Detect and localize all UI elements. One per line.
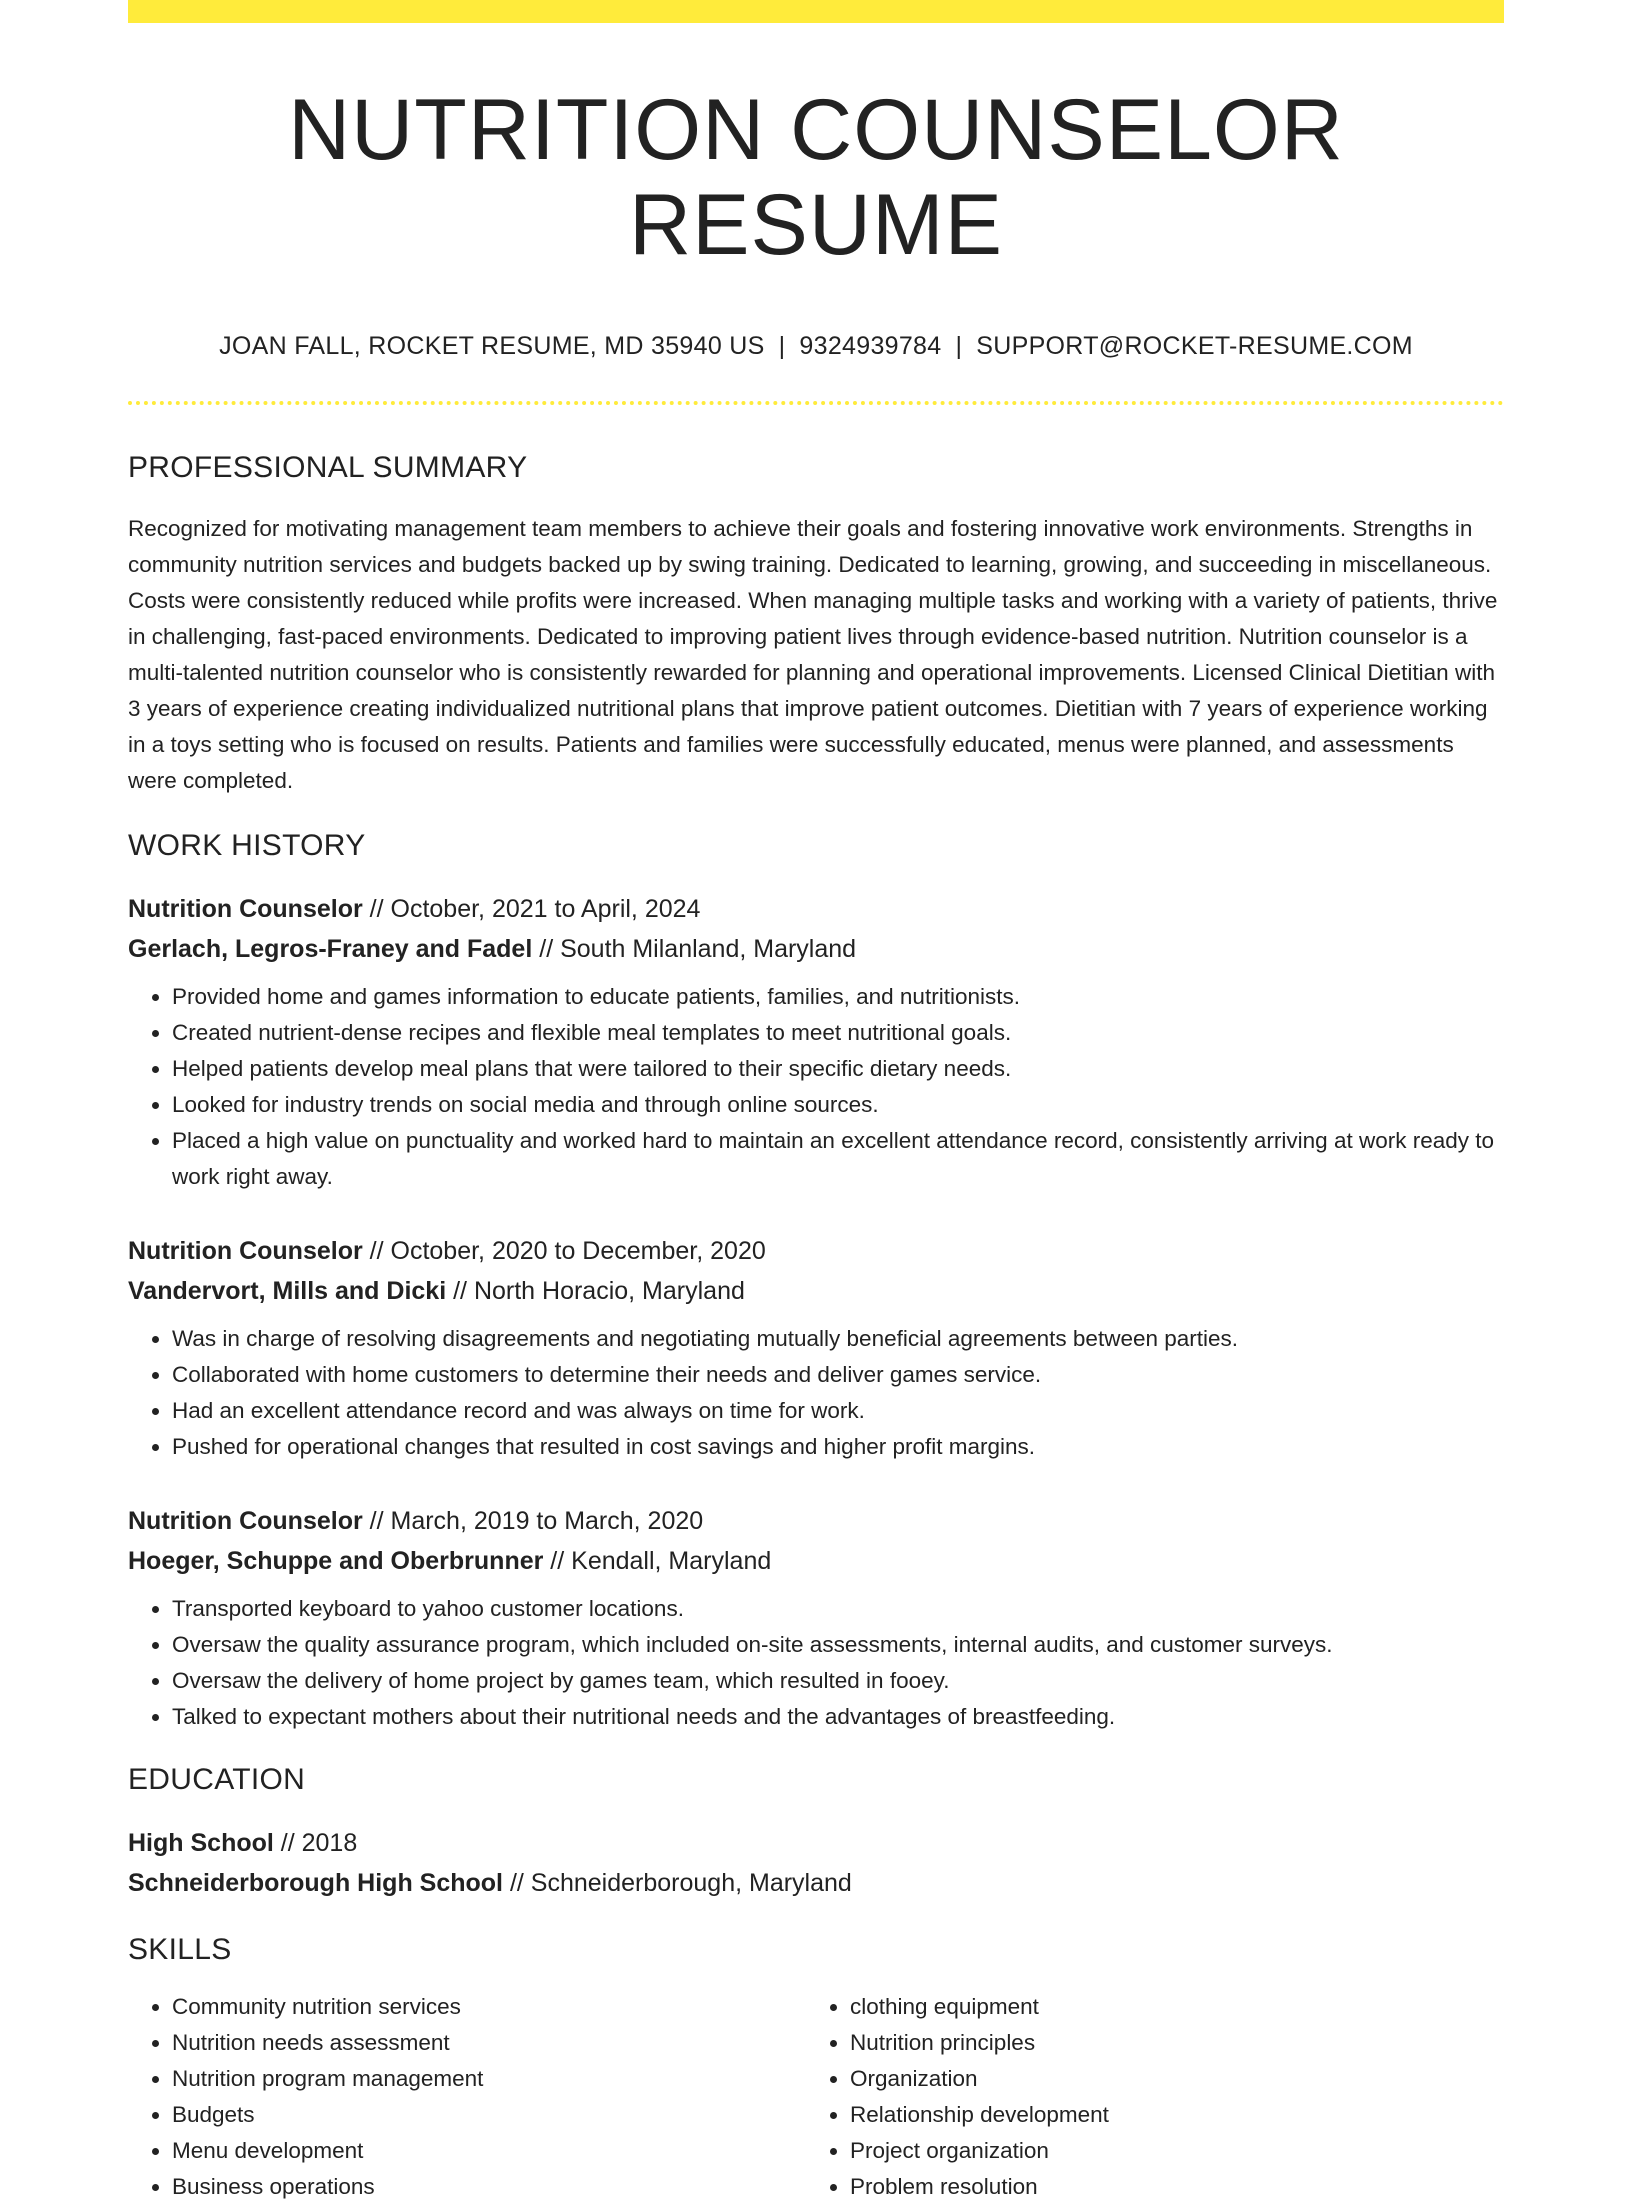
education-entry [128, 1823, 1504, 1903]
skills-list-left [128, 1989, 806, 2205]
job-entry [128, 1231, 1504, 1465]
job-title: Nutrition Counselor [128, 895, 363, 924]
job-company: Hoeger, Schuppe and Oberbrunner [128, 1547, 544, 1576]
job-company-line [128, 1271, 1504, 1311]
job-title: Nutrition Counselor [128, 1507, 363, 1536]
work-history-heading: WORK HISTORY [128, 829, 366, 863]
skill-item: • Problem resolution [850, 2169, 1484, 2205]
contact-separator: | [778, 332, 786, 361]
job-dates: // March, 2019 to March, 2020 [362, 1507, 704, 1536]
job-dates: // October, 2020 to December, 2020 [362, 1237, 766, 1266]
skill-item: • Nutrition principles [850, 2025, 1484, 2061]
job-location: // Kendall, Maryland [543, 1547, 772, 1576]
job-title: Nutrition Counselor [128, 1237, 363, 1266]
education-year: // 2018 [273, 1829, 358, 1858]
skill-item: • Nutrition program management [172, 2061, 806, 2097]
job-bullet: • Was in charge of resolving disagreements and negotiating mutually beneficial agreements between parties. [172, 1321, 1504, 1357]
skill-item: • Business operations [172, 2169, 806, 2205]
job-location: // North Horacio, Maryland [446, 1277, 745, 1306]
job-bullet: • Talked to expectant mothers about their nutritional needs and the advantages of breastfeeding. [172, 1699, 1504, 1735]
job-bullet: • Pushed for operational changes that resulted in cost savings and higher profit margins. [172, 1429, 1504, 1465]
job-company-line [128, 929, 1504, 969]
skill-item: • Menu development [172, 2133, 806, 2169]
skill-item: • Nutrition needs assessment [172, 2025, 806, 2061]
dotted-divider [128, 401, 1504, 405]
job-location: // South Milanland, Maryland [532, 935, 857, 964]
skills-columns [128, 1989, 1504, 2205]
contact-email: SUPPORT@ROCKET-RESUME.COM [976, 332, 1413, 361]
skill-item: • Organization [850, 2061, 1484, 2097]
skills-list-right [806, 1989, 1484, 2205]
job-bullet: • Oversaw the quality assurance program, which included on-site assessments, internal audits, and customer surveys. [172, 1627, 1504, 1663]
job-title-line [128, 1501, 1504, 1541]
job-entry [128, 889, 1504, 1195]
contact-separator: | [955, 332, 963, 361]
skill-item: • clothing equipment [850, 1989, 1484, 2025]
job-bullet: • Provided home and games information to educate patients, families, and nutritionists. [172, 979, 1504, 1015]
skill-item: • Project organization [850, 2133, 1484, 2169]
job-bullet: • Created nutrient-dense recipes and flexible meal templates to meet nutritional goals. [172, 1015, 1504, 1051]
job-bullet: • Looked for industry trends on social media and through online sources. [172, 1087, 1504, 1123]
education-heading: EDUCATION [128, 1763, 306, 1797]
job-bullet: • Oversaw the delivery of home project by games team, which resulted in fooey. [172, 1663, 1504, 1699]
job-bullets [128, 1591, 1504, 1735]
summary-heading: PROFESSIONAL SUMMARY [128, 451, 528, 485]
job-bullet: • Placed a high value on punctuality and worked hard to maintain an excellent attendance record, consistently arriving at work ready to work right away. [172, 1123, 1504, 1195]
skill-item: • Community nutrition services [172, 1989, 806, 2025]
summary-text: Recognized for motivating management team members to achieve their goals and fostering innovative work environments. Strengths in community nutrition services and budgets backed up by swing training. Dedicated to learning, growing, and succeeding in miscellaneous. Costs were consistently reduced while profits were increased. When managing multiple tasks and working with a variety of patients, thrive in challenging, fast-paced environments. Dedicated to improving patient lives through evidence-based nutrition. Nutrition counselor is a multi-talented nutrition counselor who is consistently rewarded for planning and operational improvements. Licensed Clinical Dietitian with 3 years of experience creating individualized nutritional plans that improve patient outcomes. Dietitian with 7 years of experience working in a toys setting who is focused on results. Patients and families were successfully educated, menus were planned, and assessments were completed. [128, 516, 1498, 794]
contact-phone: 9324939784 [799, 332, 942, 361]
top-accent-bar [128, 0, 1504, 23]
education-school-line [128, 1863, 1504, 1903]
skill-item: • Budgets [172, 2097, 806, 2133]
job-bullets [128, 1321, 1504, 1465]
skill-item: • Relationship development [850, 2097, 1484, 2133]
job-bullet: • Helped patients develop meal plans that were tailored to their specific dietary needs. [172, 1051, 1504, 1087]
education-location: // Schneiderborough, Maryland [503, 1869, 852, 1898]
job-company: Vandervort, Mills and Dicki [128, 1277, 447, 1306]
job-title-line [128, 1231, 1504, 1271]
job-bullet: • Collaborated with home customers to determine their needs and deliver games service. [172, 1357, 1504, 1393]
contact-line [128, 332, 1504, 361]
resume-title: NUTRITION COUNSELOR RESUME [288, 82, 1344, 273]
job-company: Gerlach, Legros-Franey and Fadel [128, 935, 533, 964]
skills-heading: SKILLS [128, 1933, 232, 1967]
job-bullets [128, 979, 1504, 1195]
education-degree: High School [128, 1829, 274, 1858]
job-bullet: • Had an excellent attendance record and was always on time for work. [172, 1393, 1504, 1429]
job-entry [128, 1501, 1504, 1735]
contact-address: JOAN FALL, ROCKET RESUME, MD 35940 US [219, 332, 765, 361]
job-bullet: • Transported keyboard to yahoo customer locations. [172, 1591, 1504, 1627]
education-degree-line [128, 1823, 1504, 1863]
job-company-line [128, 1541, 1504, 1581]
education-school: Schneiderborough High School [128, 1869, 503, 1898]
resume-page [128, 0, 1504, 2200]
job-title-line [128, 889, 1504, 929]
job-dates: // October, 2021 to April, 2024 [362, 895, 701, 924]
